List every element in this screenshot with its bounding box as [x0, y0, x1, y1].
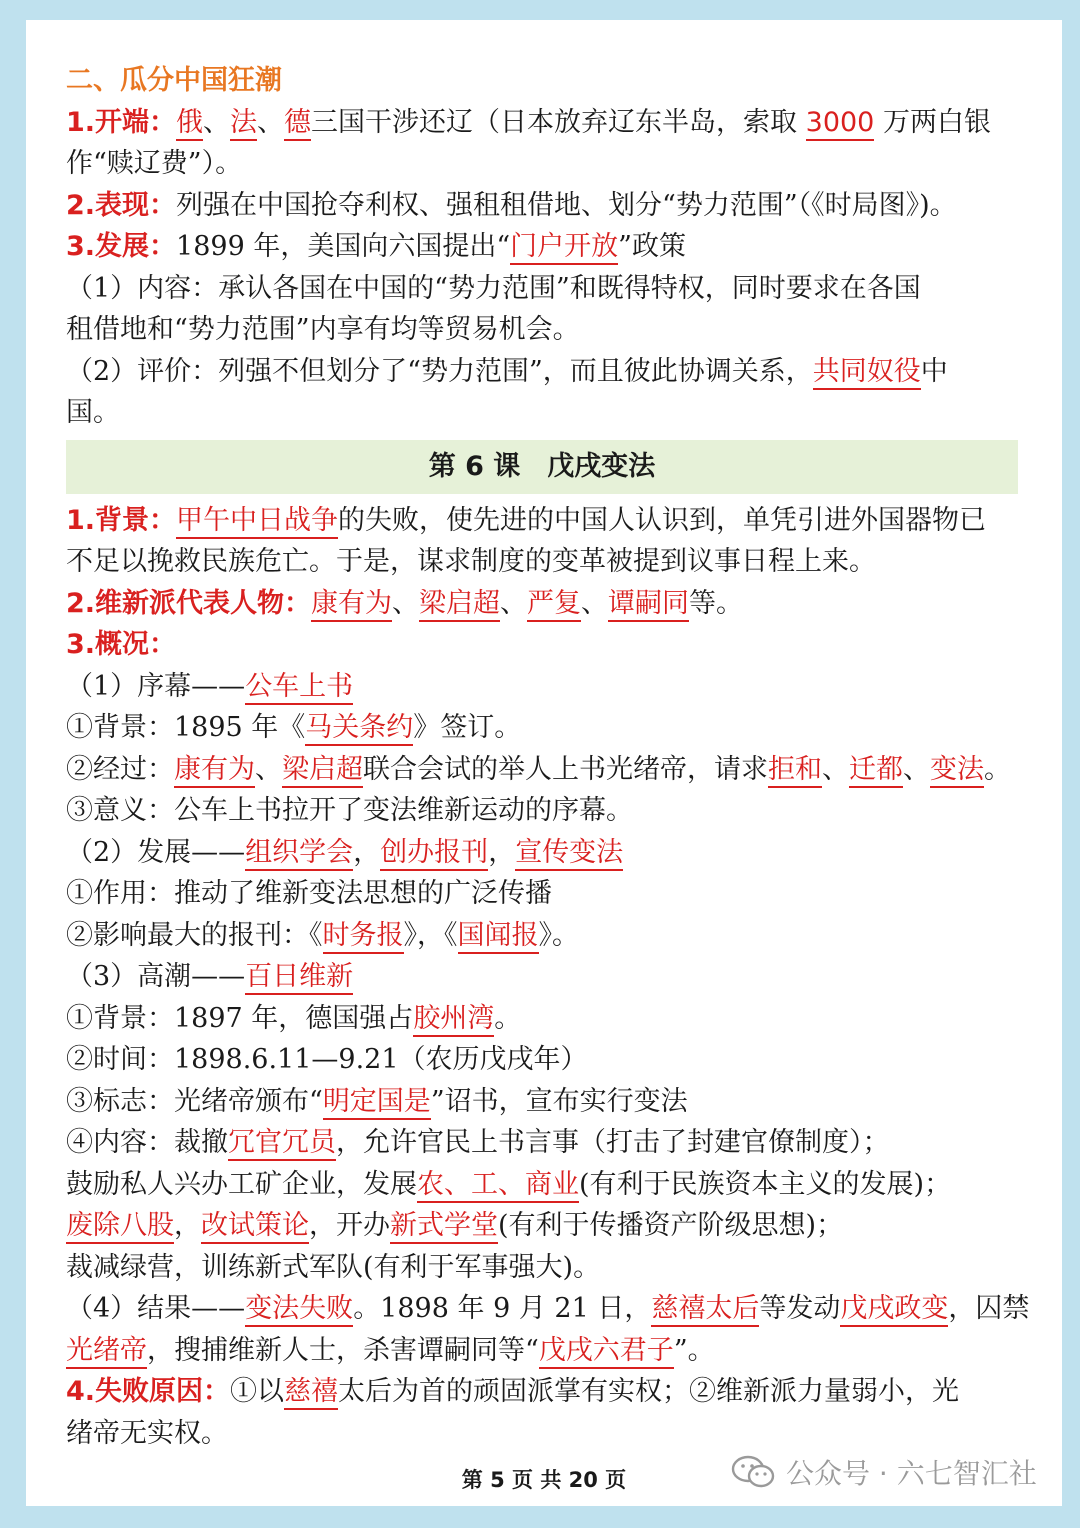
text: 等。: [689, 587, 744, 619]
text: 、: [500, 587, 528, 619]
answer: 冗官冗员: [228, 1127, 336, 1161]
text: (有利于民族资本主义的发展)；: [579, 1168, 952, 1200]
text: 的失败，使先进的中国人认识到，单凭引进外国器物已: [338, 504, 987, 536]
text-line: [66, 915, 1018, 957]
answer: 宣传变法: [515, 837, 623, 871]
text: 》。: [538, 919, 579, 951]
text: （2）发展——: [66, 836, 246, 868]
wechat-official-account-icon: [730, 1454, 776, 1490]
text: 中: [920, 355, 948, 387]
text-line: ①作用：推动了维新变法思想的广泛传播: [66, 878, 552, 909]
content: [66, 60, 1030, 1454]
text-line: [66, 1164, 1018, 1206]
sub-result: [66, 1288, 1030, 1330]
sub-prelude: [66, 666, 1018, 708]
text: 万两白银: [874, 106, 991, 138]
answer: 严复: [527, 588, 581, 622]
text: 等发动: [759, 1293, 841, 1324]
answer: 农、工、商业: [417, 1169, 579, 1203]
text: 》签订。: [413, 712, 522, 743]
text-line: [66, 1205, 1018, 1247]
item-start: [66, 102, 1018, 144]
text: ，: [353, 836, 381, 868]
answer: 慈禧太后: [651, 1293, 759, 1327]
text: 、: [392, 587, 420, 619]
answer: 时务报: [323, 920, 404, 954]
label: 4.失败原因：: [66, 1376, 231, 1407]
answer: 变法失败: [245, 1293, 353, 1327]
text: ，: [488, 836, 516, 868]
answer: 梁启超: [282, 754, 363, 788]
text: ②经过：: [66, 753, 174, 785]
text-line: [66, 1122, 1018, 1164]
sub-climax: [66, 956, 1018, 998]
text: 、: [255, 753, 282, 785]
answer: 戊戌六君子: [539, 1335, 674, 1369]
answer: 新式学堂: [390, 1210, 498, 1244]
text-line: ②时间：1898.6.11—9.21（农历戊戌年）: [66, 1044, 588, 1075]
text: 、: [822, 753, 849, 785]
answer: 门户开放: [510, 231, 618, 265]
text-line: （1）内容：承认各国在中国的“势力范围”和既得特权，同时要求在各国: [66, 272, 921, 304]
text: ，允许官民上书言事（打击了封建官僚制度）；: [336, 1127, 890, 1158]
text: 、: [257, 106, 285, 138]
answer: 废除八股: [66, 1210, 174, 1244]
item-development: [66, 226, 1018, 268]
answer: 马关条约: [305, 712, 413, 746]
text: (有利于传播资产阶级思想)；: [498, 1210, 844, 1241]
sub-development: [66, 832, 1018, 874]
answer: 3000: [806, 107, 875, 141]
label: 1.开端：: [66, 106, 177, 138]
label: 3.发展：: [66, 231, 177, 262]
text-line: 国。: [66, 397, 120, 428]
page: [26, 20, 1062, 1506]
answer: 光绪帝: [66, 1335, 147, 1369]
answer: 变法: [930, 754, 984, 788]
item-failure-reasons: [66, 1371, 1018, 1413]
text: ，: [174, 1210, 201, 1241]
text: ”诏书，宣布实行变法: [430, 1085, 688, 1117]
answer: 甲午中日战争: [176, 505, 338, 539]
label: 3.概况：: [66, 629, 177, 660]
answer: 戊戌政变: [840, 1293, 948, 1327]
text-line: 裁减绿营，训练新式军队(有利于军事强大)。: [66, 1251, 601, 1283]
text: ，搜捕维新人士，杀害谭嗣同等“: [147, 1334, 539, 1366]
text: （3）高潮——: [66, 961, 246, 992]
text: ②影响最大的报刊：《: [66, 919, 323, 951]
text-line: [66, 1330, 1018, 1372]
text: 1899 年，美国向六国提出“: [176, 231, 511, 262]
text: 鼓励私人兴办工矿企业，发展: [66, 1168, 417, 1200]
answer: 慈禧: [284, 1376, 338, 1410]
text: ”。: [673, 1334, 715, 1366]
text-line: [66, 749, 1018, 791]
text-line: 绪帝无实权。: [66, 1417, 228, 1449]
text-line: 租借地和“势力范围”内享有均等贸易机会。: [66, 314, 580, 345]
answer: 共同奴役: [813, 356, 921, 390]
text: ，开办: [309, 1210, 390, 1241]
page-number: 第 5 页 共 20 页: [461, 1468, 627, 1492]
text-line: 作“赎辽费”）。: [66, 148, 243, 179]
answer: 拒和: [768, 754, 822, 788]
text: （1）序幕——: [66, 670, 246, 702]
text: 。1898 年 9 月 21 日，: [353, 1293, 652, 1324]
label: 1.背景：: [66, 504, 177, 536]
answer: 公车上书: [245, 671, 353, 705]
text: ④内容：裁撤: [66, 1127, 228, 1158]
answer: 明定国是: [323, 1086, 431, 1120]
text: 三国干涉还辽（日本放弃辽东半岛，索取: [311, 106, 806, 138]
answer: 百日维新: [245, 961, 353, 995]
section-heading: 二、瓜分中国狂潮: [66, 65, 282, 96]
text-line: [66, 707, 1018, 749]
item-manifestation: [66, 185, 1018, 227]
item-reformers: [66, 583, 1018, 625]
answer: 胶州湾: [413, 1003, 494, 1037]
watermark: [730, 1452, 1037, 1492]
text: 、: [581, 587, 609, 619]
text: ①背景：1895 年《: [66, 712, 306, 743]
text: ①以: [230, 1376, 285, 1407]
text-line: ③意义：公车上书拉开了变法维新运动的序幕。: [66, 795, 633, 826]
answer: 谭嗣同: [608, 588, 689, 622]
answer: 俄: [176, 107, 203, 141]
answer: 创办报刊: [380, 837, 488, 871]
text: 。: [494, 1002, 522, 1034]
answer: 国闻报: [458, 920, 539, 954]
text: ①背景：1897 年，德国强占: [66, 1002, 414, 1034]
text: 联合会试的举人上书光绪帝，请求: [363, 753, 768, 785]
text-line: [66, 998, 1018, 1040]
text: 》，《: [403, 919, 458, 951]
text: 、: [203, 106, 231, 138]
item-overview: [66, 624, 1018, 666]
answer: 法: [230, 107, 257, 141]
text: （4）结果——: [66, 1293, 246, 1324]
text: 。: [984, 753, 1011, 785]
item-evaluation: [66, 351, 1018, 393]
item-background: [66, 500, 1018, 542]
text-line: 不足以挽救民族危亡。于是，谋求制度的变革被提到议事日程上来。: [66, 546, 876, 577]
text: 、: [903, 753, 930, 785]
text: ，囚禁: [948, 1293, 1030, 1324]
answer: 改试策论: [201, 1210, 309, 1244]
text-line: [66, 1081, 1018, 1123]
answer: 梁启超: [419, 588, 500, 622]
text: ”政策: [618, 231, 686, 262]
lesson-title-banner: 第 6 课 戊戌变法: [66, 440, 1018, 494]
text: ③标志：光绪帝颁布“: [66, 1085, 323, 1117]
label: 2.表现：: [66, 189, 177, 221]
answer: 德: [284, 107, 311, 141]
answer: 康有为: [311, 588, 392, 622]
answer: 康有为: [174, 754, 255, 788]
text: 太后为首的顽固派掌有实权；②维新派力量弱小，光: [338, 1376, 960, 1407]
answer: 组织学会: [245, 837, 353, 871]
text: 列强在中国抢夺利权、强租租借地、划分“势力范围”（《时局图》)。: [176, 189, 957, 221]
answer: 迁都: [849, 754, 903, 788]
text: （2）评价：列强不但划分了“势力范围”，而且彼此协调关系，: [66, 355, 813, 387]
label: 2.维新派代表人物：: [66, 587, 312, 619]
watermark-text: 公众号 · 六七智汇社: [786, 1457, 1037, 1490]
